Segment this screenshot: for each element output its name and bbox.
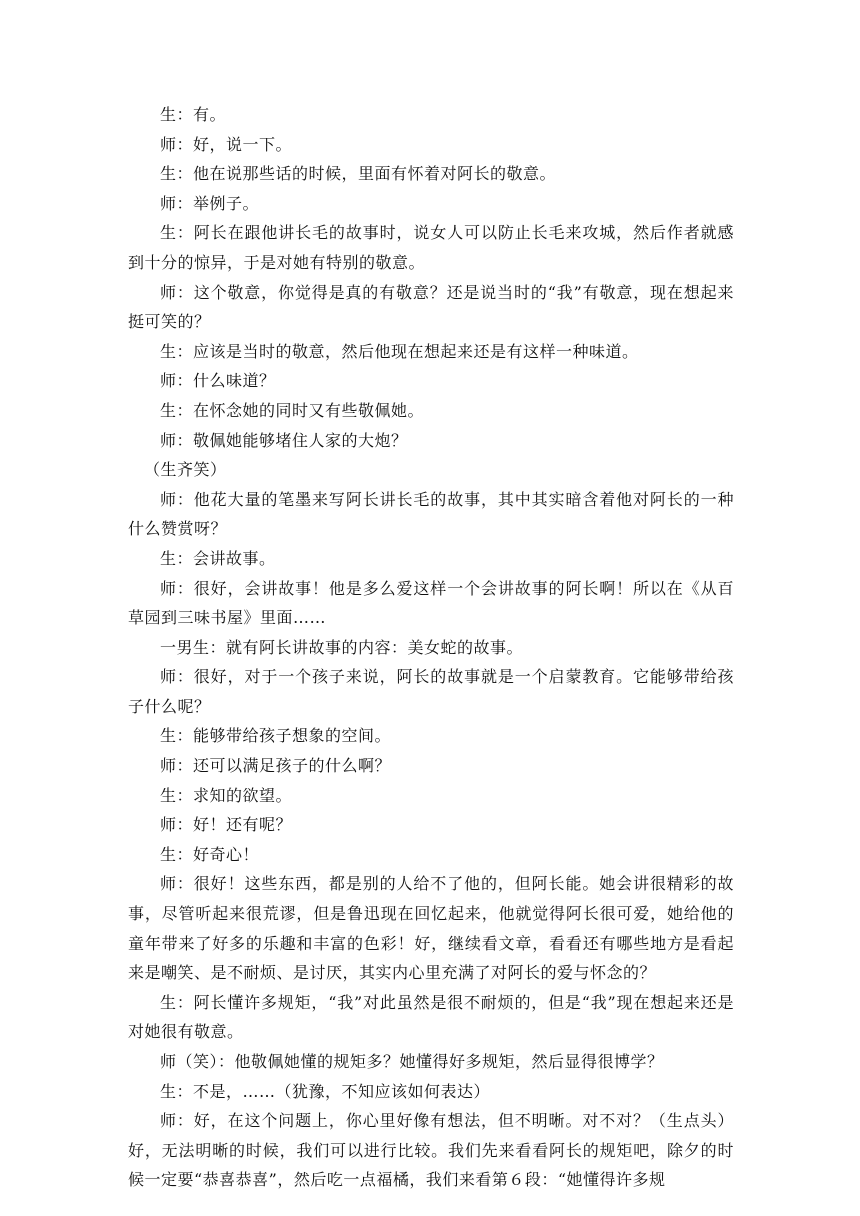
- paragraph: 生：阿长懂许多规矩，“我”对此虽然是很不耐烦的，但是“我”现在想起来还是对她很有敬意。: [128, 992, 734, 1042]
- paragraph: 师：好，说一下。: [160, 134, 293, 154]
- paragraph: 师：好，在这个问题上，你心里好像有想法，但不明晰。对不对？（生点头）好，无法明晰的时候，我们可以进行比较。我们先来看看阿长的规矩吧，除夕的时候一定要“恭喜恭喜”，然后吃一点福橘，我们来看第６段：“她懂得许多规: [128, 1111, 734, 1190]
- paragraph: 生：会讲故事。: [160, 548, 276, 568]
- paragraph: 师：还可以满足孩子的什么啊？: [160, 756, 392, 776]
- paragraph: 生：求知的欲望。: [160, 785, 293, 805]
- paragraph: 师：很好，对于一个孩子来说，阿长的故事就是一个启蒙教育。它能够带给孩子什么呢？: [128, 667, 734, 716]
- paragraph: 生：他在说那些话的时候，里面有怀着对阿长的敬意。: [160, 164, 557, 184]
- paragraph: 生：应该是当时的敬意，然后他现在想起来还是有这样一种味道。: [160, 341, 639, 361]
- paragraph: 生：在怀念她的同时又有些敬佩她。: [160, 400, 425, 420]
- paragraph: 师（笑）：他敬佩她懂的规矩多？她懂得好多规矩，然后显得很博学？: [160, 1052, 664, 1071]
- paragraph: 师：什么味道？: [160, 371, 276, 391]
- paragraph: 生：不是，……（犹豫，不知应该如何表达）: [160, 1081, 491, 1101]
- paragraph: 师：举例子。: [160, 193, 260, 213]
- paragraph: 师：敬佩她能够堵住人家的大炮？: [160, 430, 408, 450]
- paragraph: 生：能够带给孩子想象的空间。: [160, 726, 392, 746]
- paragraph: 师：好！还有呢？: [160, 815, 293, 835]
- paragraph: 生：有。: [160, 105, 227, 124]
- document-body: [128, 100, 734, 1195]
- paragraph: 师：很好，会讲故事！他是多么爱这样一个会讲故事的阿长啊！所以在《从百草园到三味书屋》里面……: [128, 578, 734, 628]
- paragraph: 师：很好！这些东西，都是别的人给不了他的，但阿长能。她会讲很精彩的故事，尽管听起来很荒谬，但是鲁迅现在回忆起来，他就觉得阿长很可爱，她给他的童年带来了好多的乐趣和丰富的色彩！好，继续看文章，看看还有哪些地方是看起来是嘲笑、是不耐烦、是讨厌，其实内心里充满了对阿长的爱与怀念的？: [128, 874, 734, 983]
- paragraph-stage-direction: （生齐笑）: [144, 460, 227, 480]
- paragraph: 一男生：就有阿长讲故事的内容：美女蛇的故事。: [160, 637, 524, 657]
- paragraph: 生：阿长在跟他讲长毛的故事时，说女人可以防止长毛来攻城，然后作者就感到十分的惊异，于是对她有特别的敬意。: [128, 223, 734, 272]
- paragraph: 师：这个敬意，你觉得是真的有敬意？还是说当时的“我”有敬意，现在想起来挺可笑的？: [128, 282, 734, 332]
- paragraph: 生：好奇心！: [160, 844, 260, 864]
- paragraph: 师：他花大量的笔墨来写阿长讲长毛的故事，其中其实暗含着他对阿长的一种什么赞赏呀？: [128, 489, 734, 539]
